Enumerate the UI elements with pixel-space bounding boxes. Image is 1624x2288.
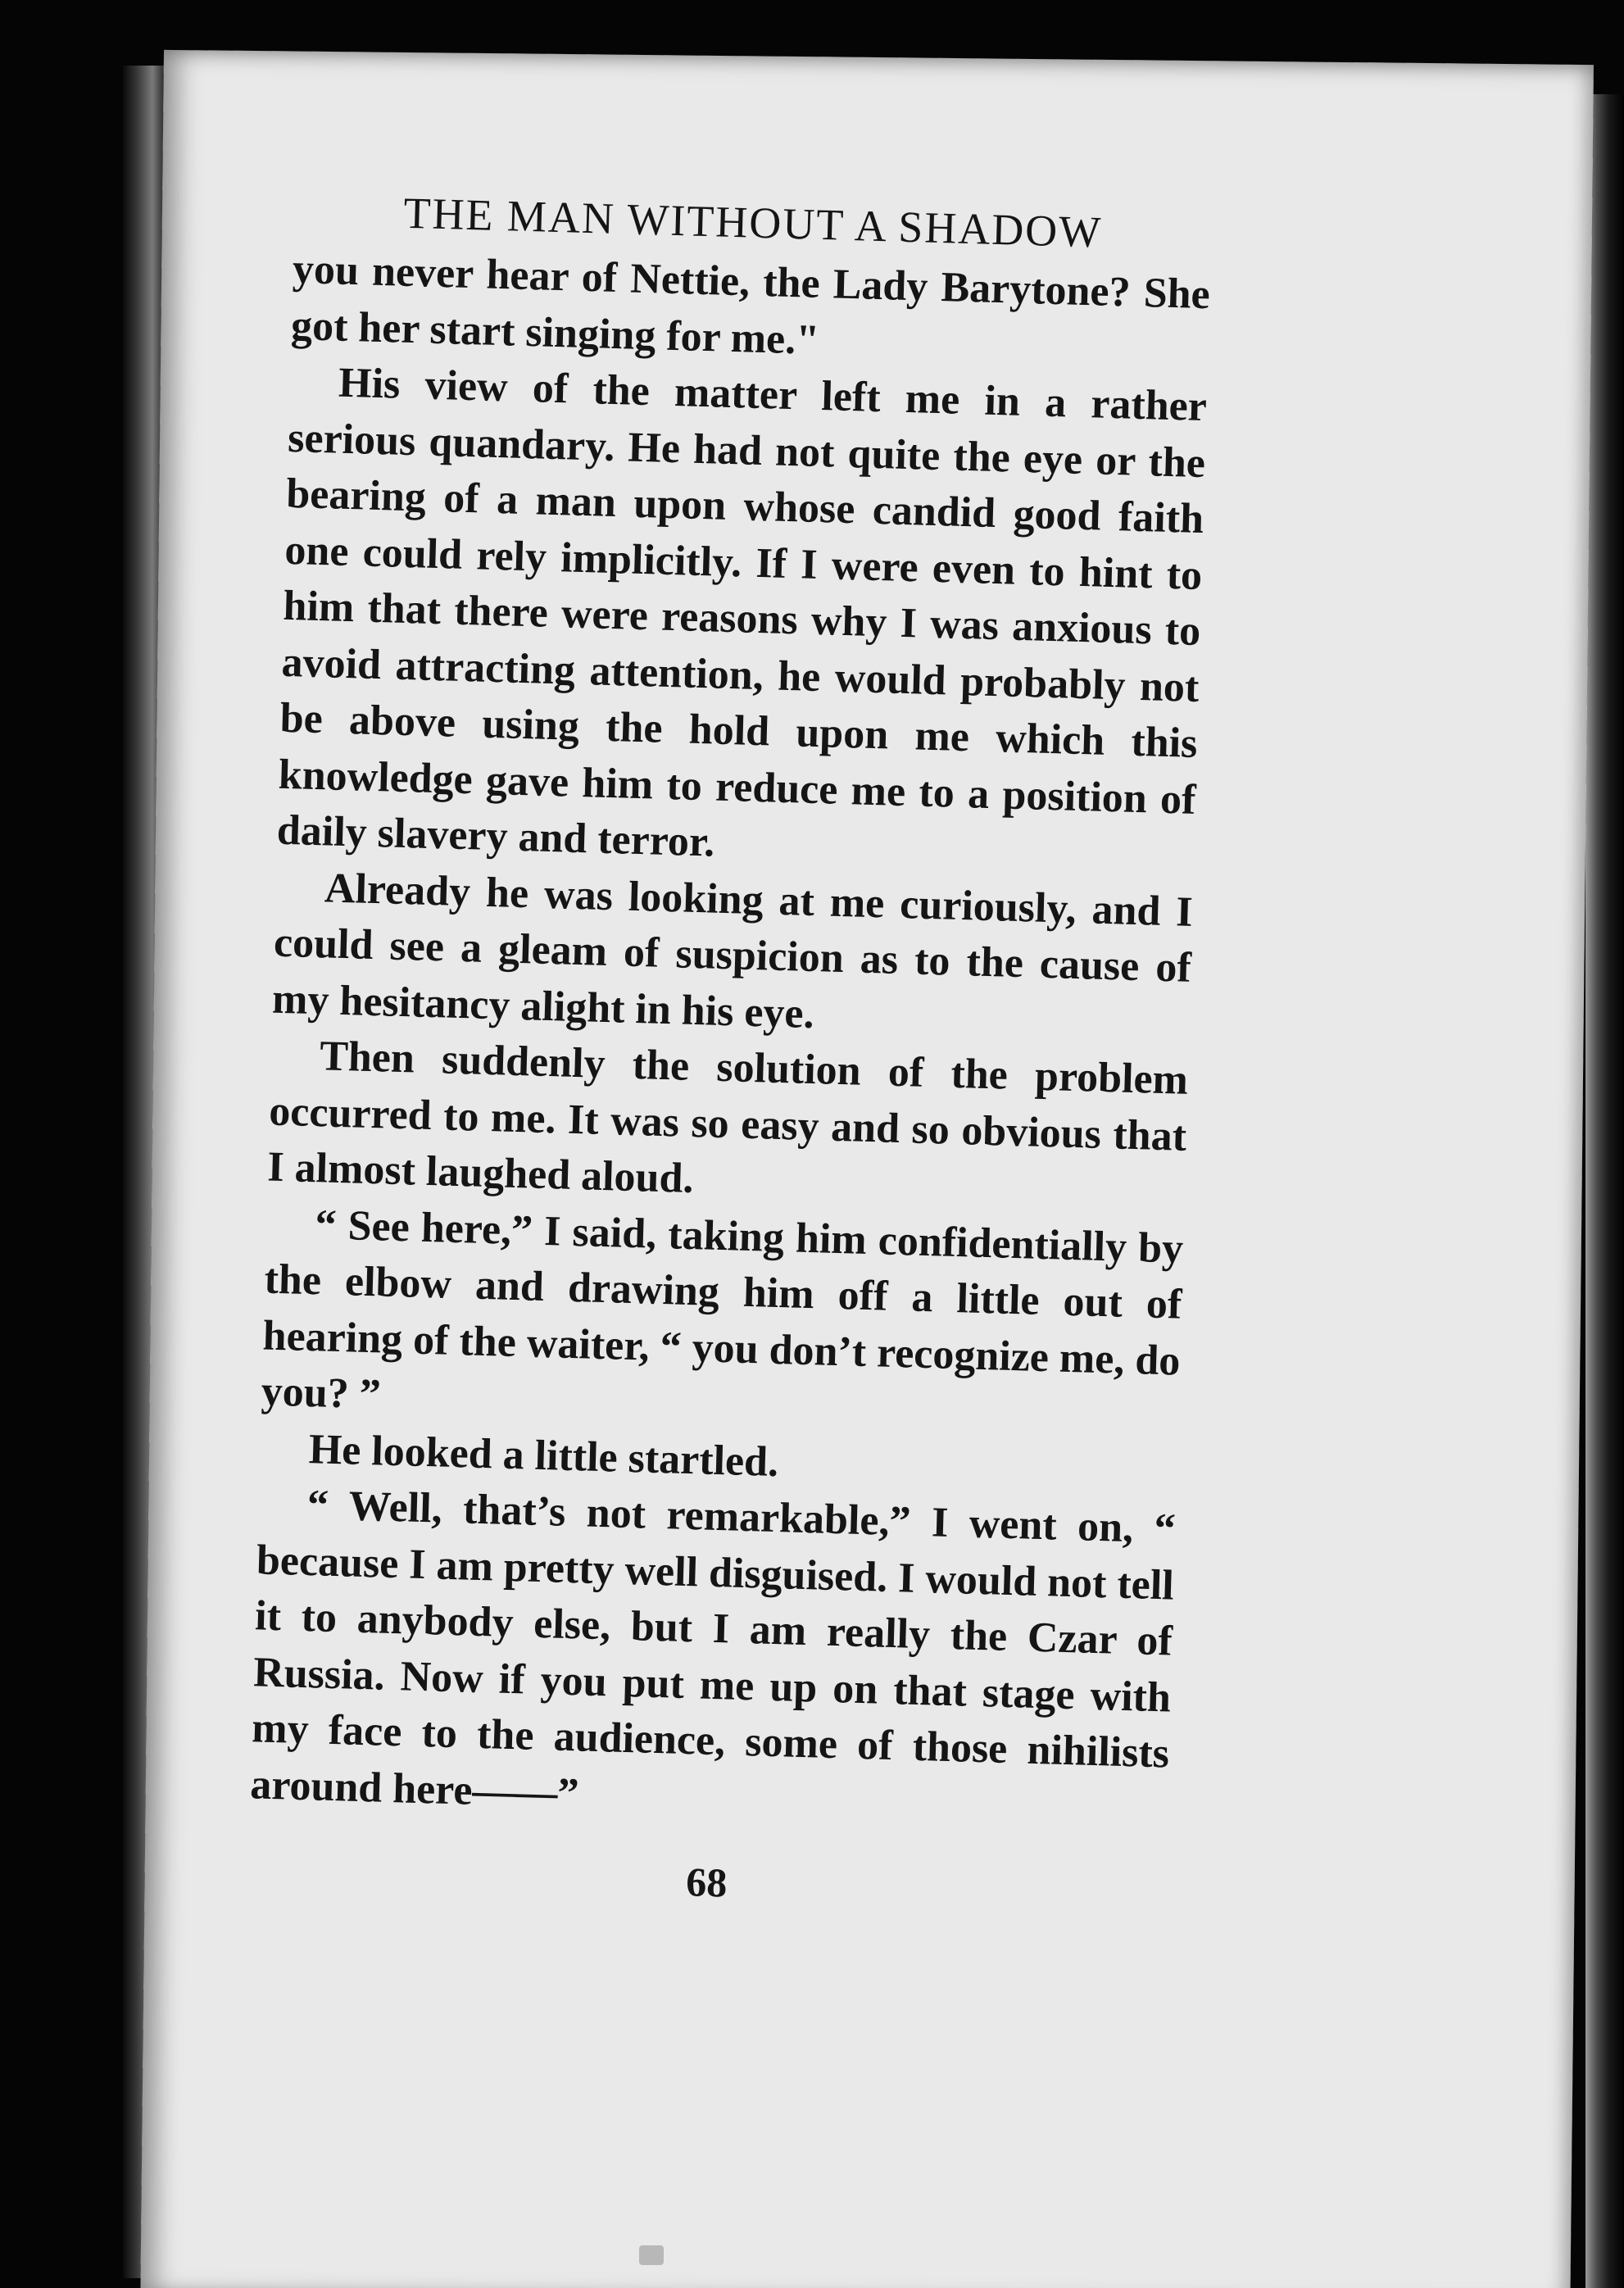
- paragraph: His view of the matter left me in a rather serious quandary. He had not quite the eye or the bearing of a man upon whose candid good faith one could rely implicitly. If I were even to hint to him that there were reasons why I was anxious to avoid attracting attention, he would probably not be above using the hold upon me which this knowledge gave him to reduce me to a position of daily slavery and terror.: [276, 359, 1208, 866]
- scan-artifact: [639, 2245, 664, 2265]
- paragraph: “ Well, that’s not remarkable,” I went on, “ because I am pretty well disguised. I would not tell it to anybody else, but I am really the Czar of Russia. Now if you put me up on that stage with my face to the audience, some of those nihilists around here——”: [249, 1482, 1177, 1817]
- page-content: [247, 184, 1442, 1925]
- paragraph: He looked a little startled.: [308, 1425, 779, 1486]
- paragraph: you never hear of Nettie, the Lady Barytone? She got her start singing for me.": [290, 245, 1211, 364]
- body-text: [249, 242, 1210, 1839]
- paragraph: Already he was looking at me curiously, and I could see a gleam of suspicion as to the cause of my hesitancy alight in his eye.: [271, 864, 1194, 1037]
- page-fore-edge: [1585, 94, 1624, 2288]
- page-number: 68: [685, 1859, 728, 1906]
- paragraph: “ See here,” I said, taking him confidentially by the elbow and drawing him off a little out of hearing of the waiter, “ you don’t recognize me, do you? ”: [261, 1201, 1184, 1419]
- running-head: THE MAN WITHOUT A SHADOW: [402, 188, 1104, 257]
- paragraph: Then suddenly the solution of the problem occurred to me. It was so easy and so obvious that I almost laughed aloud.: [266, 1033, 1189, 1203]
